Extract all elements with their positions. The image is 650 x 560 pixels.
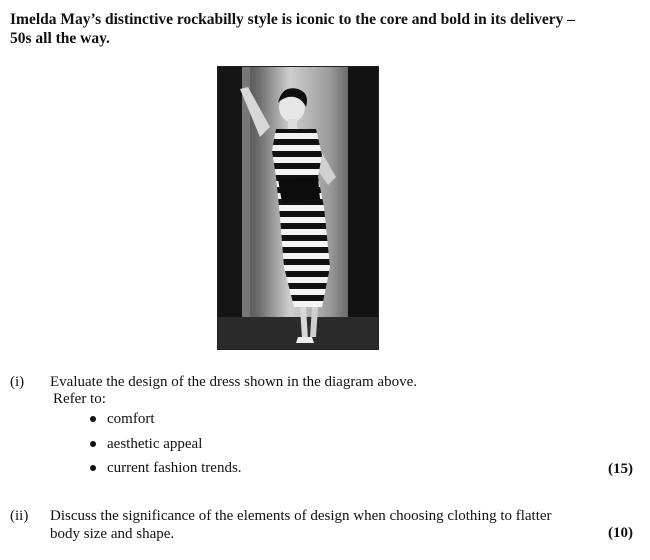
intro-text (10, 10, 635, 48)
dress-photo (217, 66, 379, 350)
intro-line-2: 50s all the way. (10, 30, 110, 47)
bullet-dot-icon (90, 441, 96, 447)
question-i-marks: (15) (608, 461, 633, 477)
question-i-text: Evaluate the design of the dress shown in the diagram above. (50, 374, 417, 390)
question-i-number: (i) (10, 374, 25, 390)
bullet-item-comfort (90, 410, 242, 435)
question-ii-number: (ii) (10, 508, 29, 524)
bullet-item-current-fashion-trends (90, 459, 242, 484)
question-ii (10, 507, 610, 547)
intro-line-1: Imelda May’s distinctive rockabilly style is iconic to the core and bold in its delivery – (10, 11, 576, 28)
dress-photo-illustration (218, 67, 378, 349)
question-ii-text (50, 507, 610, 543)
question-i (10, 373, 610, 393)
bullet-dot-icon (90, 465, 96, 471)
bullet-dot-icon (90, 416, 96, 422)
bullet-item-aesthetic-appeal (90, 435, 242, 460)
bullet-text: comfort (107, 411, 155, 427)
question-i-bullet-list (90, 410, 242, 484)
bullet-text: current fashion trends. (107, 460, 242, 476)
question-i-refer: Refer to: (53, 391, 106, 407)
question-ii-marks: (10) (608, 525, 633, 541)
question-ii-line-1: Discuss the significance of the elements of design when choosing clothing to flatter (50, 508, 552, 524)
question-ii-line-2: body size and shape. (50, 526, 175, 542)
bullet-text: aesthetic appeal (107, 435, 203, 452)
